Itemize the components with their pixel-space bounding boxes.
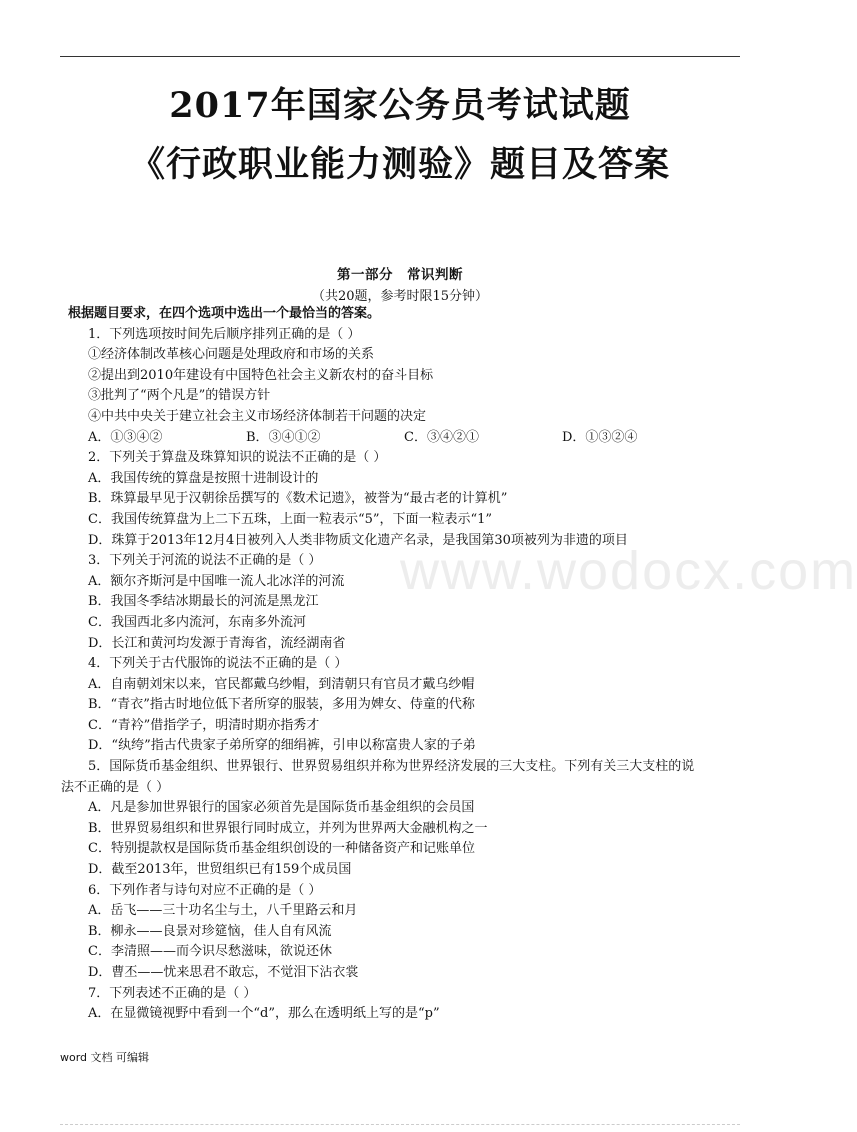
question-body: [61, 304, 758, 1025]
question-1-item: ③批判了“两个凡是”的错误方针: [88, 388, 271, 404]
question-2-option-a: A．我国传统的算盘是按照十进制设计的: [88, 470, 319, 486]
question-3-option-b: B．我国冬季结冰期最长的河流是黑龙江: [88, 594, 319, 610]
question-4-option-c: C．“青衿”借指学子，明清时期亦指秀才: [88, 717, 320, 733]
title-line-1: 2017年国家公务员考试试题: [169, 85, 631, 126]
question-4-option-d: D．“纨绔”指古代贵家子弟所穿的细绢裤，引申以称富贵人家的子弟: [88, 738, 476, 754]
question-5-stem-line-2: 法不正确的是（ ）: [61, 779, 170, 795]
title-line-2: 《行政职业能力测验》题目及答案: [129, 144, 670, 185]
question-5-stem-line-1: 5．国际货币基金组织、世界银行、世界贸易组织并称为世界经济发展的三大支柱。下列有关三大支柱的说: [88, 759, 695, 775]
question-1-item: ①经济体制改革核心问题是处理政府和市场的关系: [88, 347, 375, 363]
question-2-stem: 2．下列关于算盘及珠算知识的说法不正确的是（ ）: [88, 450, 387, 466]
question-1-options: [68, 428, 758, 449]
question-5-option-d: D．截至2013年，世贸组织已有159个成员国: [88, 862, 352, 878]
question-4-option-b: B．“青衣”指古时地位低下者所穿的服装，多用为婢女、侍童的代称: [88, 697, 475, 713]
watermark: www.wodocx.com: [400, 541, 857, 601]
question-3-option-d: D．长江和黄河均发源于青海省，流经湖南省: [88, 635, 346, 651]
question-7-stem: 7．下列表述不正确的是（ ）: [88, 985, 257, 1001]
question-3-option-c: C．我国西北多内流河，东南多外流河: [88, 614, 306, 630]
question-1-option-a: A．①③④②: [88, 429, 163, 445]
question-2-option-c: C．我国传统算盘为上二下五珠，上面一粒表示“5”，下面一粒表示“1”: [88, 511, 493, 527]
question-1-option-c: C．③④②①: [404, 429, 479, 445]
question-3-stem: 3．下列关于河流的说法不正确的是（ ）: [88, 553, 322, 569]
section-heading: 第一部分 常识判断: [337, 267, 463, 283]
question-6-stem: 6．下列作者与诗句对应不正确的是（ ）: [88, 882, 322, 898]
question-4-stem: 4．下列关于古代服饰的说法不正确的是（ ）: [88, 656, 348, 672]
question-2-option-d: D．珠算于2013年12月4日被列入人类非物质文化遗产名录，是我国第30项被列为非遗的项目: [88, 532, 628, 548]
question-6-option-d: D．曹丕——忧来思君不敢忘，不觉泪下沾衣裳: [88, 965, 359, 980]
question-6-option-c: C．李清照——而今识尽愁滋味，欲说还休: [88, 944, 332, 960]
question-1-item: ②提出到2010年建设有中国特色社会主义新农村的奋斗目标: [88, 367, 434, 383]
question-6-option-a: A．岳飞——三十功名尘与土，八千里路云和月: [88, 903, 358, 919]
question-4-option-a: A．自南朝刘宋以来，官民都戴乌纱帽，到清朝只有官员才戴乌纱帽: [88, 676, 475, 692]
instruction: 根据题目要求，在四个选项中选出一个最恰当的答案。: [68, 306, 381, 321]
question-1-item: ④中共中央关于建立社会主义市场经济体制若干问题的决定: [88, 408, 427, 424]
bottom-rule: [60, 1124, 740, 1125]
question-2-option-b: B．珠算最早见于汉朝徐岳撰写的《数术记遗》，被誉为“最古老的计算机”: [88, 491, 508, 507]
top-rule: [60, 56, 740, 57]
question-1-option-b: B．③④①②: [246, 429, 321, 445]
question-5-option-b: B．世界贸易组织和世界银行同时成立，并列为世界两大金融机构之一: [88, 820, 488, 836]
question-7-option-a: A．在显微镜视野中看到一个“d”，那么在透明纸上写的是“p”: [88, 1006, 440, 1022]
question-6-option-b: B．柳永——良景对珍筵恼，佳人自有风流: [88, 923, 332, 939]
question-1-stem: 1．下列选项按时间先后顺序排列正确的是（ ）: [88, 326, 361, 342]
question-5-option-a: A．凡是参加世界银行的国家必须首先是国际货币基金组织的会员国: [88, 800, 475, 816]
section-note: （共20题，参考时限15分钟）: [311, 289, 489, 304]
question-5-option-c: C．特别提款权是国际货币基金组织创设的一种储备资产和记账单位: [88, 841, 475, 857]
footer-note: word 文档 可编辑: [60, 1051, 150, 1064]
question-3-option-a: A．额尔齐斯河是中国唯一流人北冰洋的河流: [88, 573, 345, 589]
question-1-option-d: D．①③②④: [562, 429, 638, 445]
